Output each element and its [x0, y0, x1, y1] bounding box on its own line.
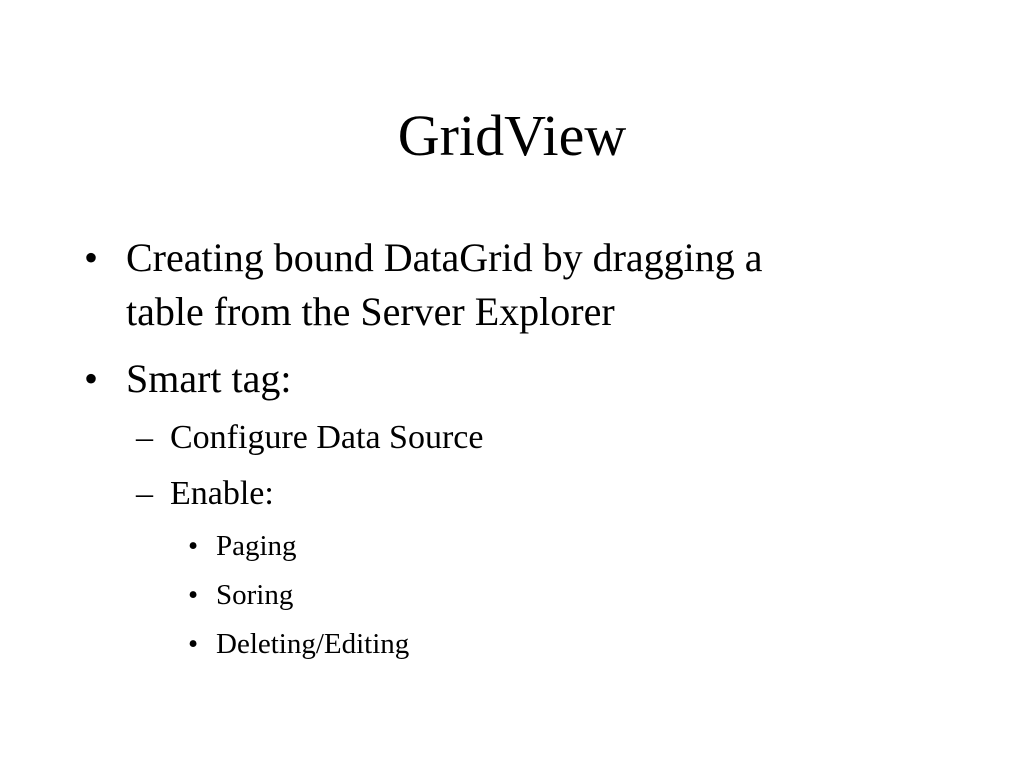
bullet-marker: • — [188, 628, 199, 660]
bullet-marker: • — [84, 235, 99, 280]
sub-bullet-text: Enable: — [170, 475, 274, 512]
bullet-item-smart-tag — [84, 352, 886, 406]
slide-title: GridView — [397, 103, 627, 168]
sub-sub-bullet-soring — [188, 576, 816, 614]
bullet-marker: • — [188, 530, 199, 562]
sub-sub-bullet-deleting-editing — [188, 625, 816, 663]
bullet-text-line-2: table from the Server Explorer — [126, 289, 615, 334]
dash-marker: – — [136, 475, 153, 512]
bullet-text: Smart tag: — [126, 356, 292, 401]
sub-bullet-text: Configure Data Source — [170, 419, 484, 456]
bullet-text-line-1: Creating bound DataGrid by dragging a — [126, 235, 763, 280]
sub-sub-bullet-paging — [188, 527, 816, 565]
sub-sub-bullet-text: Soring — [216, 579, 294, 611]
bullet-marker: • — [188, 579, 199, 611]
sub-sub-bullet-text: Deleting/Editing — [216, 628, 410, 660]
sub-bullet-enable — [136, 472, 870, 516]
bullet-item-creating-datagrid — [84, 231, 886, 339]
dash-marker: – — [136, 419, 153, 456]
sub-bullet-configure-data-source — [136, 416, 870, 460]
sub-sub-bullet-text: Paging — [216, 530, 297, 562]
bullet-marker: • — [84, 356, 99, 401]
